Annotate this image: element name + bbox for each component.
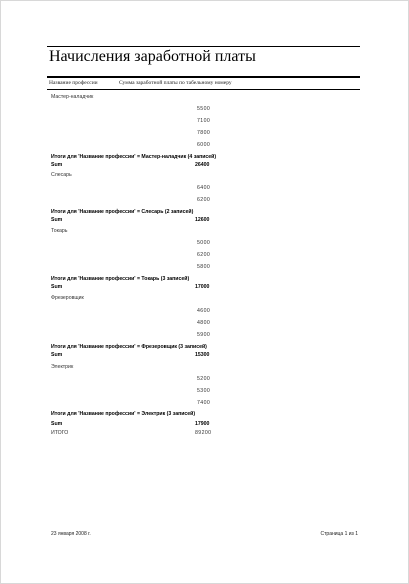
table-row	[1, 307, 409, 316]
sum-label: Sum	[51, 352, 63, 358]
salary-value: 6200	[197, 197, 211, 203]
group-total-label: Итоги для 'Название профессии' = Слесарь (2 записей)	[51, 209, 194, 215]
header-bottom-rule	[47, 89, 360, 90]
table-row	[1, 331, 409, 340]
grand-total-row	[1, 429, 409, 438]
header-top-rule	[47, 76, 360, 78]
salary-value: 4600	[197, 308, 211, 314]
group-sum-row	[1, 283, 409, 292]
group-header-row	[1, 171, 409, 180]
group-name: Мастер-наладчик	[51, 94, 94, 100]
group-sum-row	[1, 420, 409, 429]
group-sum-value: 12600	[195, 217, 210, 223]
table-row	[1, 184, 409, 193]
group-total-label: Итоги для 'Название профессии' = Токарь (3 записей)	[51, 276, 190, 282]
salary-value: 6000	[197, 142, 211, 148]
salary-value: 7400	[197, 400, 211, 406]
table-row	[1, 263, 409, 272]
table-row	[1, 117, 409, 126]
salary-value: 6400	[197, 185, 211, 191]
salary-value: 6200	[197, 252, 211, 258]
table-row	[1, 105, 409, 114]
group-sum-row	[1, 161, 409, 170]
group-name: Слесарь	[51, 172, 72, 178]
salary-value: 7800	[197, 130, 211, 136]
table-row	[1, 239, 409, 248]
table-row	[1, 129, 409, 138]
sum-label: Sum	[51, 217, 63, 223]
table-row	[1, 375, 409, 384]
column-header-profession: Название профессии	[49, 80, 98, 86]
sum-label: Sum	[51, 162, 63, 168]
salary-value: 4800	[197, 320, 211, 326]
salary-value: 7100	[197, 118, 211, 124]
group-sum-value: 15300	[195, 352, 210, 358]
report-title: Начисления заработной платы	[49, 48, 256, 65]
group-header-row	[1, 93, 409, 102]
footer-page-number: Страница 1 из 1	[320, 531, 358, 537]
group-header-row	[1, 363, 409, 372]
table-row	[1, 251, 409, 260]
table-row	[1, 196, 409, 205]
sum-label: Sum	[51, 421, 63, 427]
footer-date: 23 января 2008 г.	[51, 531, 91, 537]
group-total-label: Итоги для 'Название профессии' = Фрезеровщик (3 записей)	[51, 344, 207, 350]
salary-value: 5000	[197, 240, 211, 246]
table-row	[1, 141, 409, 150]
salary-value: 5300	[197, 388, 211, 394]
table-row	[1, 399, 409, 408]
salary-value: 5500	[197, 106, 211, 112]
group-name: Электрик	[51, 364, 74, 370]
table-row	[1, 387, 409, 396]
salary-value: 5200	[197, 376, 211, 382]
sum-label: Sum	[51, 284, 63, 290]
group-sum-value: 17000	[195, 284, 210, 290]
group-total-row	[1, 410, 409, 419]
group-sum-row	[1, 216, 409, 225]
grand-total-value: 89200	[195, 430, 212, 436]
group-total-label: Итоги для 'Название профессии' = Электрик (3 записей)	[51, 411, 196, 417]
salary-value: 5800	[197, 264, 211, 270]
group-header-row	[1, 227, 409, 236]
group-sum-value: 26400	[195, 162, 210, 168]
group-name: Фрезеровщик	[51, 295, 84, 301]
group-sum-row	[1, 351, 409, 360]
group-header-row	[1, 294, 409, 303]
group-name: Токарь	[51, 228, 68, 234]
grand-total-label: ИТОГО	[51, 430, 69, 436]
group-total-label: Итоги для 'Название профессии' = Мастер-наладчик (4 записей)	[51, 154, 217, 160]
salary-value: 5900	[197, 332, 211, 338]
group-sum-value: 17900	[195, 421, 210, 427]
table-row	[1, 319, 409, 328]
column-header-salary-sum: Сумма заработной платы по табельному номеру	[119, 80, 232, 86]
